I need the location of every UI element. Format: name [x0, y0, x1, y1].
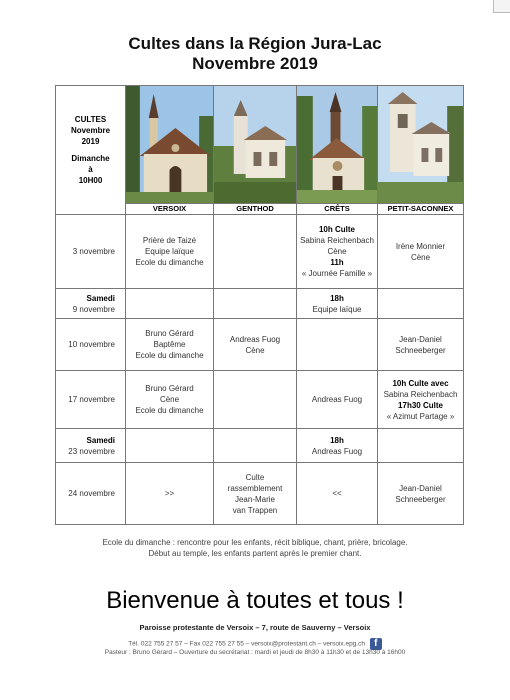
church-photo-crets — [297, 86, 377, 204]
cell-versoix: Prière de Taizé Equipe laïque Ecole du dimanche — [126, 215, 214, 289]
schedule-table — [55, 85, 464, 525]
cell-genthod — [214, 289, 297, 319]
church-name-petit-saconnex: PETIT-SACONNEX — [378, 203, 463, 214]
row-date: Samedi 9 novembre — [56, 289, 126, 319]
cell-petit-saconnex: 10h Culte avec Sabina Reichenbach 17h30 Culte « Azimut Partage » — [378, 371, 464, 429]
contact-details: Tél. 022 755 27 57 – Fax 022 755 27 55 – versoix@protestant.ch – versoix.epg.ch — [128, 640, 365, 648]
row-date: 17 novembre — [56, 371, 126, 429]
cell-genthod: Andreas Fuog Cène — [214, 319, 297, 371]
cell-versoix: Bruno Gérard Baptême Ecole du dimanche — [126, 319, 214, 371]
cell-versoix: >> — [126, 463, 214, 525]
cell-versoix: Bruno Gérard Cène Ecole du dimanche — [126, 371, 214, 429]
cell-genthod — [214, 371, 297, 429]
church-column-petit-saconnex — [378, 86, 464, 215]
schedule-row — [56, 319, 464, 371]
cell-versoix — [126, 289, 214, 319]
church-column-crets — [297, 86, 378, 215]
sunday-school-note-2: Début au temple, les enfants partent après le premier chant. — [148, 549, 362, 558]
welcome-message: Bienvenue à toutes et tous ! — [106, 587, 404, 614]
cell-versoix — [126, 429, 214, 463]
church-name-versoix: VERSOIX — [126, 203, 213, 214]
cultes-header: CULTES Novembre 2019 Dimanche à 10H00 — [56, 86, 126, 215]
cell-crets — [297, 319, 378, 371]
cell-petit-saconnex: Irène Monnier Cène — [378, 215, 464, 289]
schedule-row — [56, 463, 464, 525]
cell-petit-saconnex — [378, 429, 464, 463]
row-date: 3 novembre — [56, 215, 126, 289]
church-photo-genthod — [214, 86, 296, 204]
church-name-crets: CRÊTS — [297, 203, 377, 214]
cell-genthod — [214, 215, 297, 289]
cell-crets: 18h Equipe laïque — [297, 289, 378, 319]
document-title: Cultes dans la Région Jura-Lac — [128, 34, 382, 53]
cell-petit-saconnex — [378, 289, 464, 319]
cell-petit-saconnex: Jean-Daniel Schneeberger — [378, 463, 464, 525]
schedule-row — [56, 215, 464, 289]
cell-crets: Andreas Fuog — [297, 371, 378, 429]
church-photo-petit-saconnex — [378, 86, 463, 204]
sunday-school-note: Ecole du dimanche : rencontre pour les enfants, récit biblique, chant, prière, bricolage. — [102, 538, 408, 547]
schedule-row — [56, 289, 464, 319]
document-subtitle: Novembre 2019 — [192, 54, 318, 73]
cell-crets: 18h Andreas Fuog — [297, 429, 378, 463]
church-column-genthod — [214, 86, 297, 215]
church-photo-versoix — [126, 86, 213, 204]
cell-genthod: Culte rassemblement Jean-Marie van Trappen — [214, 463, 297, 525]
office-hours: Pasteur : Bruno Gérard – Ouverture du secrétariat : mardi et jeudi de 8h30 à 11h30 et de 13h30 à 16h00 — [104, 649, 406, 656]
cell-petit-saconnex: Jean-Daniel Schneeberger — [378, 319, 464, 371]
row-date: Samedi 23 novembre — [56, 429, 126, 463]
church-column-versoix — [126, 86, 214, 215]
facebook-icon[interactable]: f — [370, 638, 382, 650]
cell-genthod — [214, 429, 297, 463]
header-row — [56, 86, 464, 215]
row-date: 10 novembre — [56, 319, 126, 371]
row-date: 24 novembre — [56, 463, 126, 525]
church-name-genthod: GENTHOD — [214, 203, 296, 214]
cell-crets: << — [297, 463, 378, 525]
schedule-row — [56, 429, 464, 463]
page-corner — [493, 0, 510, 13]
schedule-row — [56, 371, 464, 429]
cell-crets: 10h Culte Sabina Reichenbach Cène 11h « Journée Famille » — [297, 215, 378, 289]
parish-address: Paroisse protestante de Versoix – 7, route de Sauverny – Versoix — [139, 623, 371, 632]
